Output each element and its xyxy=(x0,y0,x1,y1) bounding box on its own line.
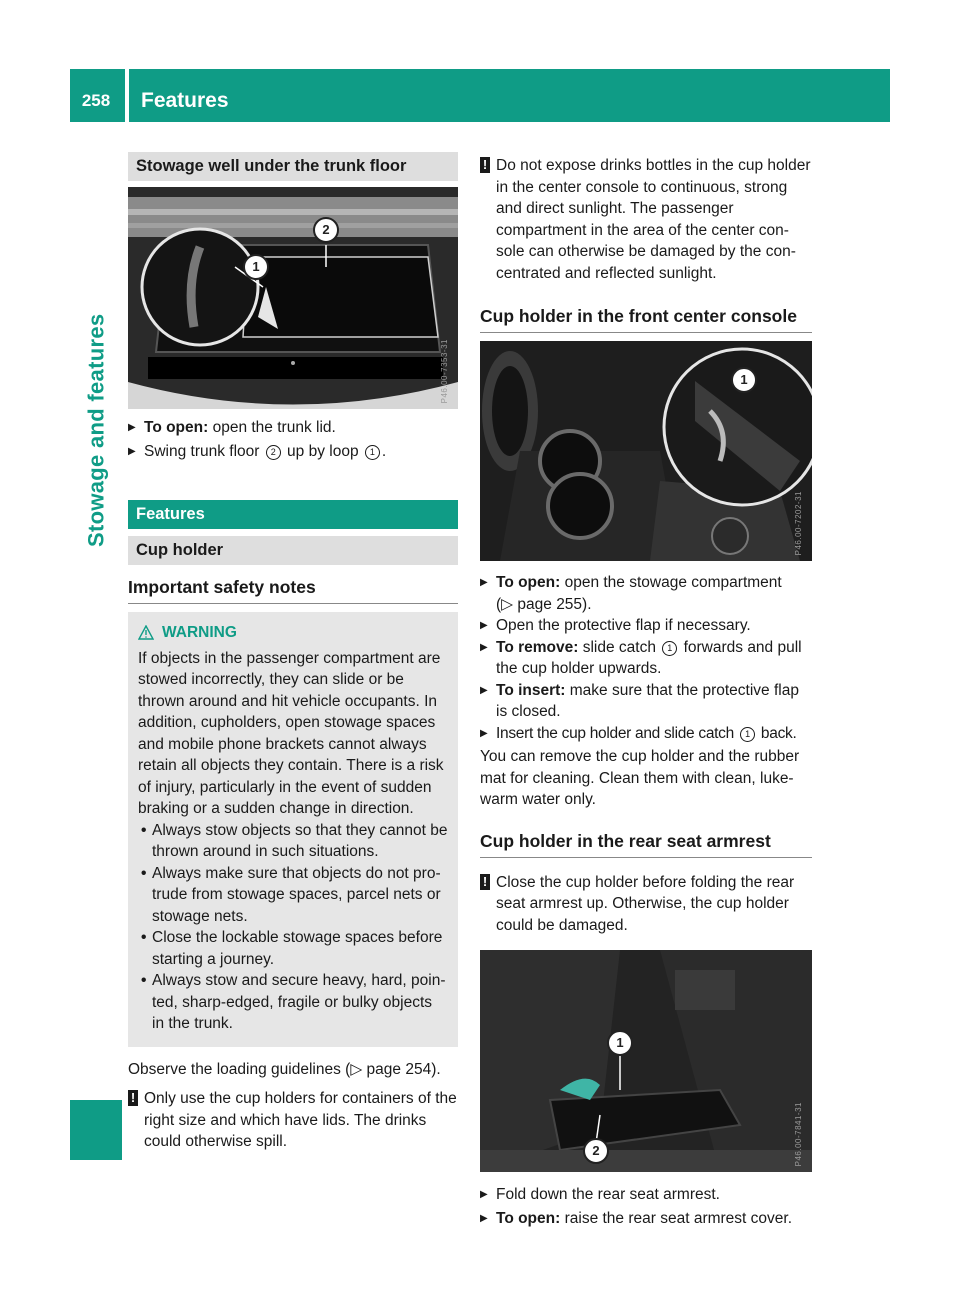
step-open-flap xyxy=(480,615,812,637)
warning-title: WARNING xyxy=(162,624,237,641)
note-text: Do not expose drinks bottles in the cup holder in the center console to continuous, strong and direct sunlight. The passenger compartment in the area of the center con-sole can otherwise be damaged by the con-centrated and reflected sunlight. xyxy=(496,157,811,282)
page-ref-arrow-icon: ▷ xyxy=(501,595,514,613)
step-text: . xyxy=(381,442,387,460)
callout-1: 1 xyxy=(243,254,269,280)
warning-box xyxy=(128,612,458,1047)
callout-1: 1 xyxy=(607,1030,633,1056)
step-text: make sure that the protective flap is closed. xyxy=(496,681,799,720)
trunk-floor-illustration xyxy=(128,187,458,409)
loading-text: Observe the loading guidelines ( xyxy=(128,1060,351,1078)
note-text: Only use the cup holders for containers of the right size and which have lids. The drinks could otherwise spill. xyxy=(144,1090,457,1150)
step-insert xyxy=(480,680,812,723)
note xyxy=(480,155,812,284)
callout-2: 2 xyxy=(583,1138,609,1164)
figure-code: P46.00-7353-31 xyxy=(439,338,449,403)
side-tab-label: Stowage and features xyxy=(83,313,109,547)
trunk-floor-image xyxy=(128,187,458,409)
notice-icon: ! xyxy=(480,157,490,173)
figure-code: P46.00-7202-31 xyxy=(793,490,803,555)
step-label: To open: xyxy=(496,574,561,591)
warning-triangle-icon xyxy=(138,625,154,640)
step-swing-floor xyxy=(128,441,458,463)
step-text: open the stowage compartment xyxy=(560,574,782,591)
notice-icon: ! xyxy=(480,874,490,890)
trunk-section-title: Stowage well under the trunk floor xyxy=(128,152,458,181)
page-ref-link[interactable]: page 255). xyxy=(513,595,592,613)
step-text: open the trunk lid. xyxy=(208,419,336,436)
step-text: Fold down the rear seat armrest. xyxy=(496,1186,720,1203)
step-label: To open: xyxy=(496,1209,561,1227)
warning-bullet: • Always stow and secure heavy, hard, poin-ted, sharp-edged, fragile or bulky objects in the trunk. xyxy=(138,970,448,1035)
note xyxy=(480,872,812,937)
ref-1-icon: 1 xyxy=(365,445,380,460)
warning-body: If objects in the passenger compartment are stowed incorrectly, they can slide or be thrown around and hit vehicle occupants. In addition, cupholders, open stowage spaces and mobile phone brackets cannot always retain all objects they contain. There is a risk of injury, particularly in the event of sudden braking or a sudden change in direction. xyxy=(138,649,444,817)
step-text: up by loop xyxy=(282,442,363,460)
header-divider xyxy=(125,69,129,122)
step-text: Open the protective flap if necessary. xyxy=(496,617,751,634)
rear-armrest-illustration xyxy=(480,950,812,1172)
warning-header xyxy=(138,622,448,644)
step-text: slide catch xyxy=(578,638,661,656)
figure-code: P46.00-7841-31 xyxy=(793,1101,803,1166)
cleaning-paragraph: You can remove the cup holder and the rubber mat for cleaning. Clean them with clean, luke-warm water only. xyxy=(480,748,800,808)
front-console-illustration xyxy=(480,341,812,561)
ref-1-icon: 1 xyxy=(740,727,755,742)
step-text: Insert the cup holder and slide catch xyxy=(496,724,738,742)
safety-heading: Important safety notes xyxy=(128,575,458,604)
notice-icon: ! xyxy=(128,1090,138,1106)
step-label: To open: xyxy=(144,419,209,436)
ref-2-icon: 2 xyxy=(266,445,281,460)
step-open-trunk xyxy=(128,417,458,439)
callout-2: 2 xyxy=(313,217,339,243)
warning-bullet: • Always stow objects so that they cannot be thrown around in such situations. xyxy=(138,820,448,863)
note xyxy=(128,1088,458,1153)
side-tab xyxy=(70,150,122,1160)
page-ref-link[interactable]: page 254). xyxy=(362,1060,441,1078)
page-number: 258 xyxy=(81,91,111,110)
step-text: ( xyxy=(496,595,502,613)
step-open-armrest xyxy=(480,1208,812,1230)
rear-armrest-image xyxy=(480,950,812,1172)
step-fold-armrest xyxy=(480,1184,812,1206)
page-title: Features xyxy=(141,89,229,112)
page-ref-arrow-icon: ▷ xyxy=(350,1060,363,1078)
callout-1: 1 xyxy=(731,367,757,393)
step-insert-catch xyxy=(480,723,812,745)
ref-1-icon: 1 xyxy=(662,641,677,656)
step-text: back. xyxy=(756,724,797,742)
step-label: To insert: xyxy=(496,681,566,699)
step-text: forwards and pull the cup holder upwards. xyxy=(496,638,802,677)
loading-guidelines xyxy=(128,1059,458,1081)
front-console-image xyxy=(480,341,812,561)
warning-bullet: • Always make sure that objects do not pro-trude from stowage spaces, parcel nets or stowage nets. xyxy=(138,863,448,928)
step-open-compartment xyxy=(480,572,812,615)
front-console-heading: Cup holder in the front center console xyxy=(480,304,812,333)
step-text: raise the rear seat armrest cover. xyxy=(560,1209,793,1227)
note-text: Close the cup holder before folding the rear seat armrest up. Otherwise, the cup holder could be damaged. xyxy=(496,873,795,934)
rear-armrest-heading: Cup holder in the rear seat armrest xyxy=(480,829,812,858)
warning-bullet: • Close the lockable stowage spaces before starting a journey. xyxy=(138,927,448,970)
step-label: To remove: xyxy=(496,638,579,656)
left-column xyxy=(128,152,458,1153)
right-column xyxy=(480,152,812,1229)
features-banner: Features xyxy=(128,500,458,529)
side-tab-marker xyxy=(70,1100,122,1160)
cup-holder-section-title: Cup holder xyxy=(128,536,458,565)
step-text: Swing trunk floor xyxy=(144,442,264,460)
step-remove xyxy=(480,637,812,680)
